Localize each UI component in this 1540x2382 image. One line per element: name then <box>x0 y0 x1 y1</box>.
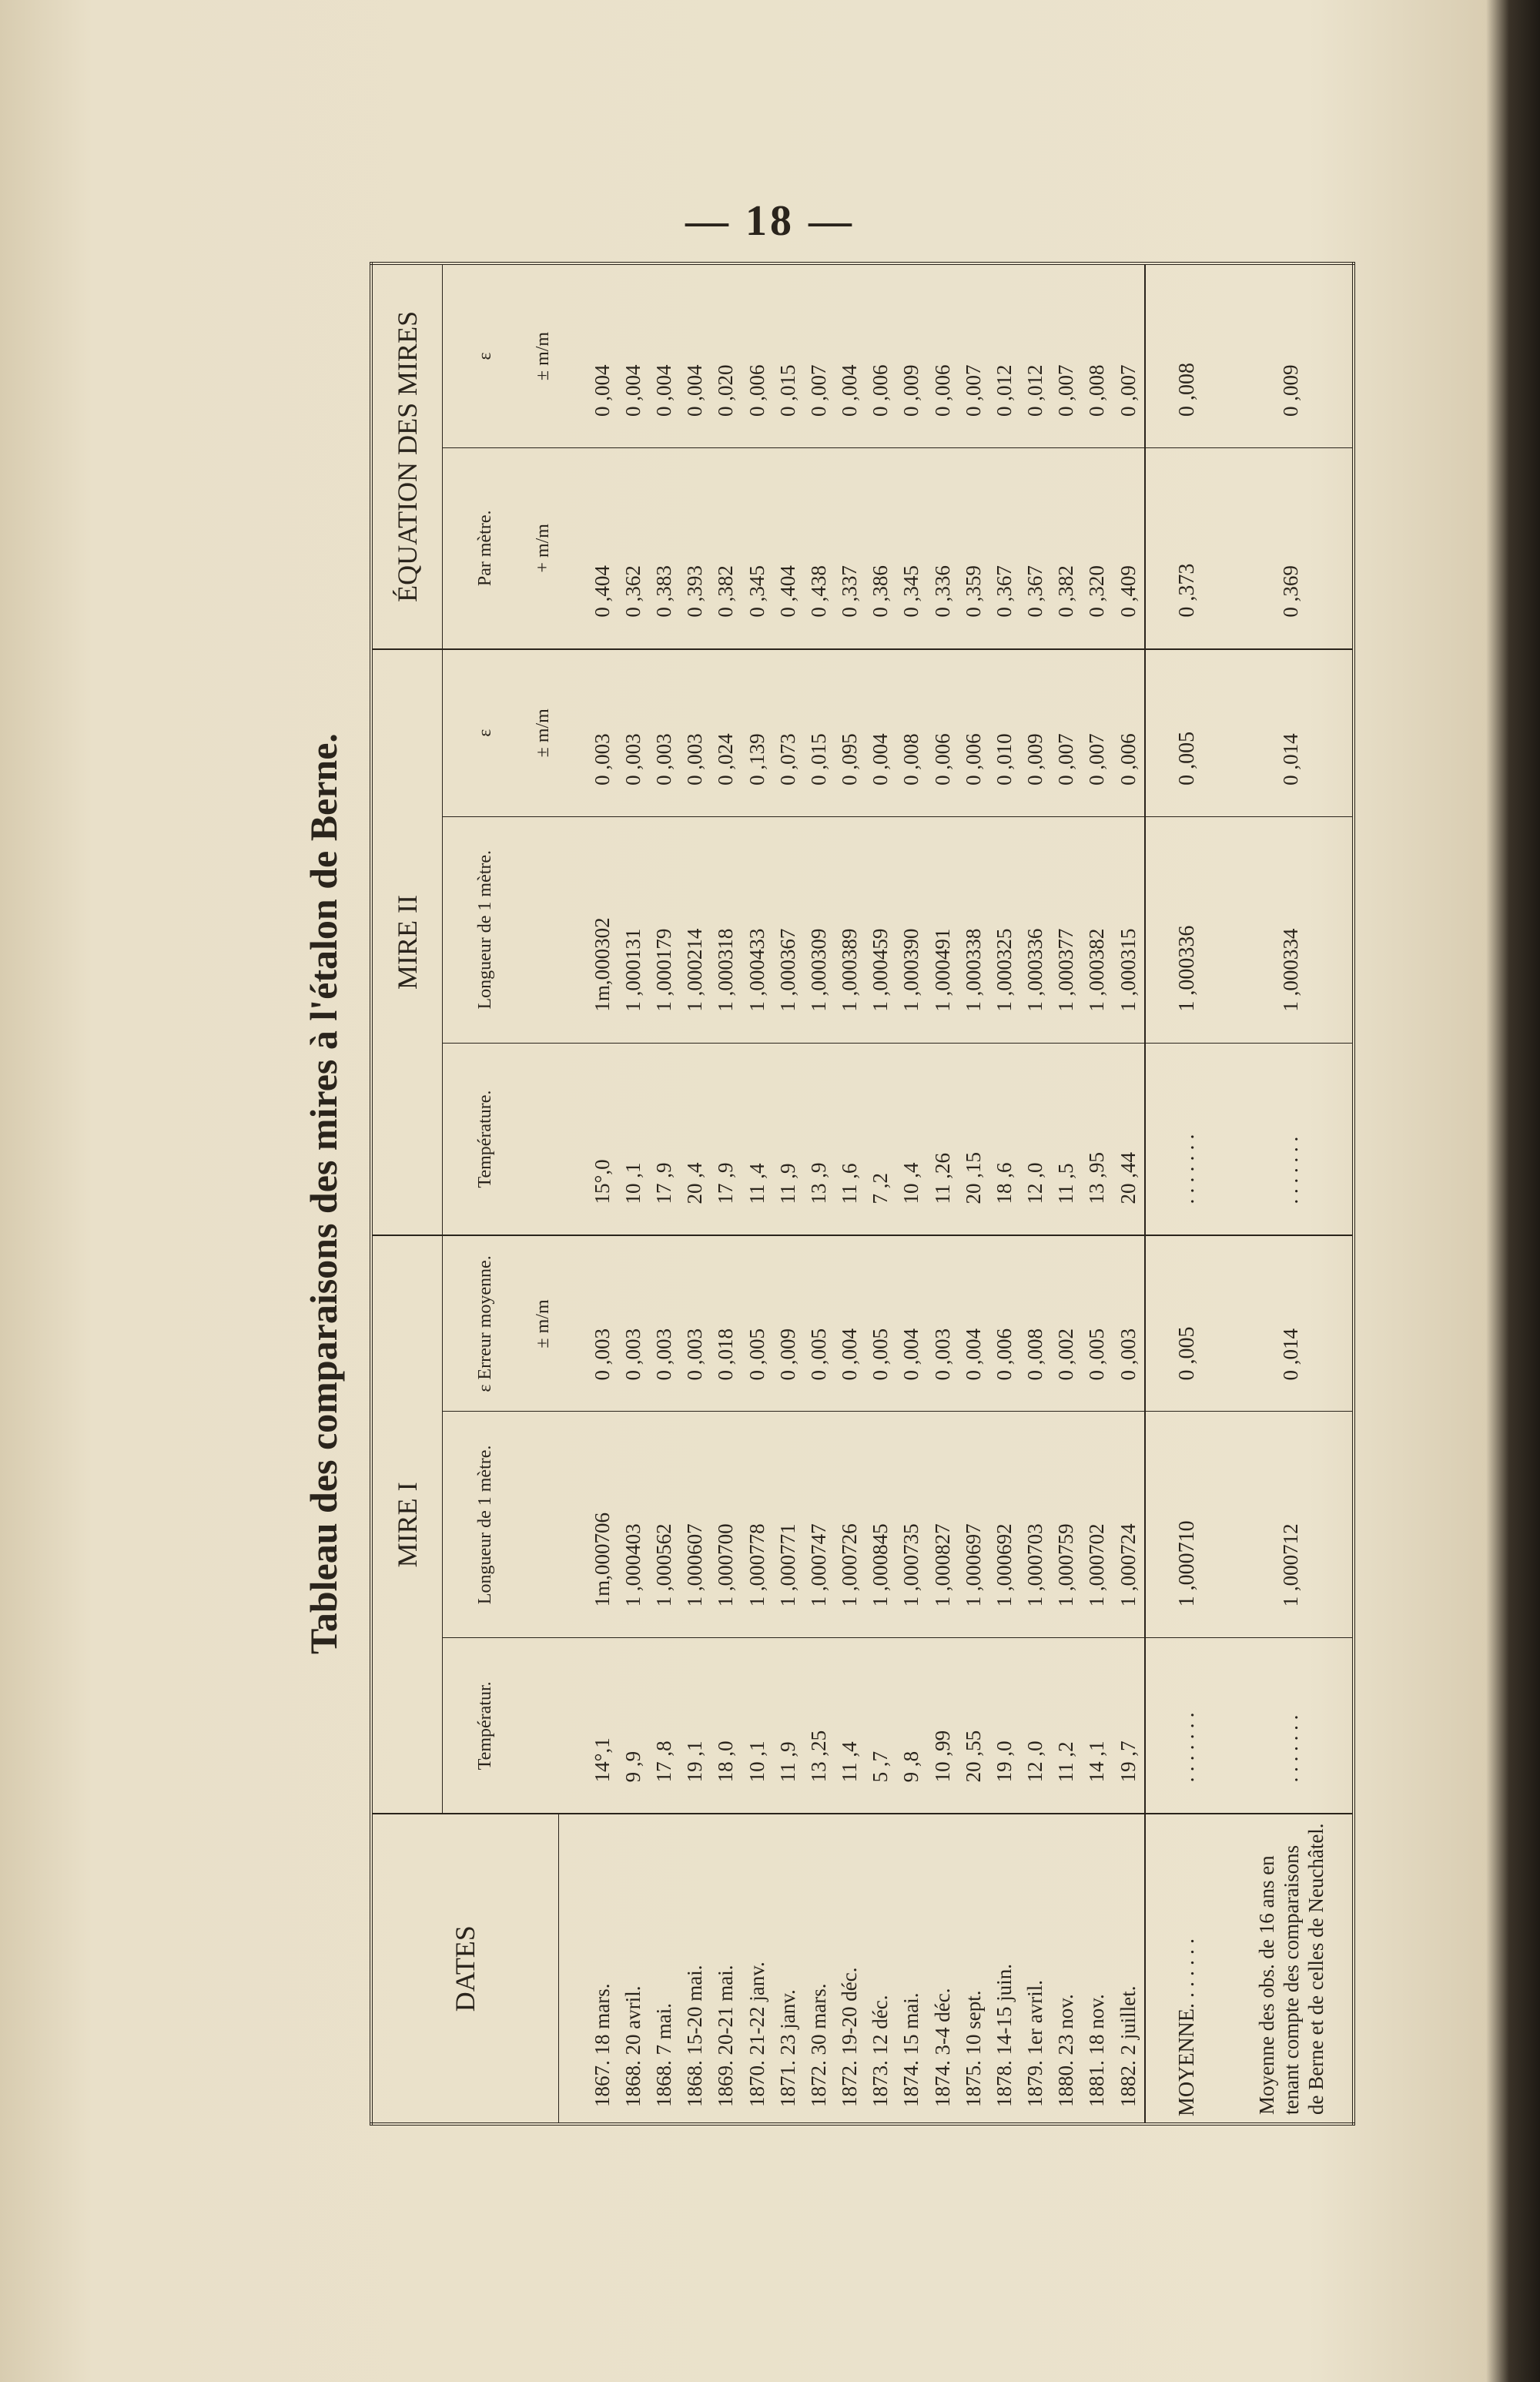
temperature-1-cell: 19 ,0 <box>989 1638 1019 1814</box>
average2-error-1: 0 ,014 <box>1230 1235 1354 1412</box>
unit-mm-3: m/m <box>532 524 553 558</box>
spacer-cell <box>558 1043 587 1235</box>
error-2-cell: 0 ,006 <box>927 649 958 817</box>
eq-error-cell: 0 ,004 <box>618 263 648 447</box>
eq-error-cell: 0 ,006 <box>742 263 772 447</box>
temperature-2-cell: 10 ,1 <box>618 1043 648 1235</box>
temperature-2-cell: 11 ,4 <box>742 1043 772 1235</box>
length-1-cell: 1 ,000697 <box>958 1412 989 1638</box>
length-1-cell: 1 ,000403 <box>618 1412 648 1638</box>
error-1-cell: 0 ,006 <box>989 1235 1019 1412</box>
table-row <box>1051 263 1082 2124</box>
temperature-1-cell: 11 ,4 <box>835 1638 865 1814</box>
length-2-cell: 1 ,000389 <box>835 816 865 1043</box>
table-title: Tableau des comparaisons des mires à l'étalon de Berne. <box>302 733 345 1654</box>
error-2-cell: 0 ,003 <box>648 649 679 817</box>
per-meter-cell: 0 ,404 <box>587 447 618 648</box>
date-cell: 1869. 20-21 mai. <box>714 1965 738 2107</box>
temperature-1-cell: 20 ,55 <box>958 1638 989 1814</box>
length-2-cell: 1 ,000433 <box>742 816 772 1043</box>
eq-error-cell: 0 ,007 <box>1051 263 1082 447</box>
temperature-2-cell: 13 ,9 <box>803 1043 834 1235</box>
spacer-cell <box>558 1638 587 1814</box>
average2-dots: . . . . . . . <box>1230 1638 1354 1814</box>
length-1-cell: 1 ,000759 <box>1051 1412 1082 1638</box>
header-epsilon-eq: ε <box>443 263 528 447</box>
date-cell: 1881. 18 nov. <box>1085 1994 1109 2107</box>
date-cell: 1882. 2 juillet. <box>1116 1985 1140 2107</box>
temperature-1-cell: 11 ,2 <box>1051 1638 1082 1814</box>
eq-error-cell: 0 ,007 <box>958 263 989 447</box>
table-wrapper <box>370 262 1355 2126</box>
per-meter-cell: 0 ,345 <box>896 447 927 648</box>
eq-error-cell: 0 ,004 <box>648 263 679 447</box>
temperature-1-cell: 17 ,8 <box>648 1638 679 1814</box>
error-1-cell: 0 ,004 <box>835 1235 865 1412</box>
length-1-cell: 1 ,000607 <box>680 1412 711 1638</box>
per-meter-cell: 0 ,383 <box>648 447 679 648</box>
per-meter-cell: 0 ,367 <box>989 447 1019 648</box>
length-1-cell: 1 ,000562 <box>648 1412 679 1638</box>
spacer-cell <box>558 1412 587 1638</box>
temperature-2-cell: 20 ,4 <box>680 1043 711 1235</box>
rotated-table-frame <box>293 262 1355 2126</box>
table-body <box>558 263 1145 2124</box>
header-equation: ÉQUATION DES MIRES <box>371 263 443 649</box>
temperature-1-cell: 5 ,7 <box>865 1638 896 1814</box>
length-1-cell: 1 ,000700 <box>711 1412 742 1638</box>
date-cell: 1872. 19-20 déc. <box>838 1967 862 2107</box>
length-2-cell: 1 ,000315 <box>1113 816 1144 1043</box>
length-2-cell: 1 ,000214 <box>680 816 711 1043</box>
temperature-1-cell: 11 ,9 <box>772 1638 803 1814</box>
table-row <box>927 263 958 2124</box>
length-2-cell: 1 ,000390 <box>896 816 927 1043</box>
average2-error-2: 0 ,014 <box>1230 649 1354 817</box>
eq-error-cell: 0 ,009 <box>896 263 927 447</box>
error-1-cell: 0 ,003 <box>618 1235 648 1412</box>
unit-pm-1 <box>527 1235 558 1412</box>
header-temperature-2: Température. <box>443 1043 528 1235</box>
length-1-cell: 1 ,000771 <box>772 1412 803 1638</box>
per-meter-cell: 0 ,367 <box>1020 447 1051 648</box>
average-length-2: 1 ,000336 <box>1145 816 1230 1043</box>
per-meter-cell: 0 ,409 <box>1113 447 1144 648</box>
table-row <box>587 263 618 2124</box>
temperature-2-cell: 7 ,2 <box>865 1043 896 1235</box>
error-1-cell: 0 ,005 <box>865 1235 896 1412</box>
error-2-cell: 0 ,007 <box>1051 649 1082 817</box>
per-meter-cell: 0 ,386 <box>865 447 896 648</box>
table-row <box>772 263 803 2124</box>
error-2-cell: 0 ,003 <box>587 649 618 817</box>
unit-pm-2 <box>527 649 558 817</box>
per-meter-cell: 0 ,336 <box>927 447 958 648</box>
table-row <box>865 263 896 2124</box>
temperature-2-cell: 13 ,95 <box>1082 1043 1113 1235</box>
error-2-cell: 0 ,010 <box>989 649 1019 817</box>
length-2-cell: 1 ,000179 <box>648 816 679 1043</box>
temperature-1-cell: 12 ,0 <box>1020 1638 1051 1814</box>
header-error-1: ε Erreur moyenne. <box>443 1235 528 1412</box>
error-1-cell: 0 ,003 <box>648 1235 679 1412</box>
length-1-cell: 1 ,000726 <box>835 1412 865 1638</box>
eq-error-cell: 0 ,015 <box>772 263 803 447</box>
temperature-2-cell: 10 ,4 <box>896 1043 927 1235</box>
per-meter-cell: 0 ,404 <box>772 447 803 648</box>
date-cell: 1868. 15-20 mai. <box>683 1965 707 2107</box>
per-meter-cell: 0 ,359 <box>958 447 989 648</box>
length-1-cell: 1m,000706 <box>587 1412 618 1638</box>
length-2-cell: 1 ,000491 <box>927 816 958 1043</box>
header-per-meter: Par mètre. <box>443 447 528 648</box>
date-cell: 1870. 21-22 janv. <box>745 1962 768 2107</box>
average2-per-meter: 0 ,369 <box>1230 447 1354 648</box>
comparison-table <box>370 262 1355 2126</box>
temperature-1-cell: 14°,1 <box>587 1638 618 1814</box>
temperature-2-cell: 11 ,26 <box>927 1043 958 1235</box>
date-cell: 1878. 14-15 juin. <box>992 1964 1016 2107</box>
temperature-1-cell: 19 ,7 <box>1113 1638 1144 1814</box>
error-1-cell: 0 ,005 <box>803 1235 834 1412</box>
per-meter-cell: 0 ,320 <box>1082 447 1113 648</box>
eq-error-cell: 0 ,004 <box>835 263 865 447</box>
length-1-cell: 1 ,000845 <box>865 1412 896 1638</box>
date-cell: 1868. 20 avril. <box>621 1985 644 2107</box>
spacer-cell <box>558 649 587 817</box>
temperature-1-cell: 13 ,25 <box>803 1638 834 1814</box>
error-2-cell: 0 ,003 <box>618 649 648 817</box>
table-row <box>648 263 679 2124</box>
average-label: MOYENNE. . . . . . . <box>1145 1814 1230 2124</box>
unit-blank-3 <box>527 1043 558 1235</box>
unit-mm-4: m/m <box>532 331 553 366</box>
temperature-1-cell: 14 ,1 <box>1082 1638 1113 1814</box>
length-1-cell: 1 ,000692 <box>989 1412 1019 1638</box>
spacer-cell <box>558 1235 587 1412</box>
temperature-1-cell: 10 ,1 <box>742 1638 772 1814</box>
table-row <box>711 263 742 2124</box>
temperature-1-cell: 19 ,1 <box>680 1638 711 1814</box>
length-2-cell: 1 ,000382 <box>1082 816 1113 1043</box>
length-1-cell: 1 ,000778 <box>742 1412 772 1638</box>
error-2-cell: 0 ,006 <box>1113 649 1144 817</box>
temperature-2-cell: 11 ,6 <box>835 1043 865 1235</box>
average2-length-2: 1 ,000334 <box>1230 816 1354 1043</box>
error-2-cell: 0 ,073 <box>772 649 803 817</box>
length-1-cell: 1 ,000702 <box>1082 1412 1113 1638</box>
unit-plus <box>527 447 558 648</box>
table-row <box>1020 263 1051 2124</box>
temperature-1-cell: 9 ,8 <box>896 1638 927 1814</box>
date-cell: 1879. 1er avril. <box>1023 1980 1047 2107</box>
header-temperature-1: Températur. <box>443 1638 528 1814</box>
error-1-cell: 0 ,003 <box>1113 1235 1144 1412</box>
per-meter-cell: 0 ,337 <box>835 447 865 648</box>
error-1-cell: 0 ,009 <box>772 1235 803 1412</box>
table-row <box>1082 263 1113 2124</box>
spacer-cell <box>558 1814 587 2124</box>
temperature-1-cell: 10 ,99 <box>927 1638 958 1814</box>
temperature-1-cell: 9 ,9 <box>618 1638 648 1814</box>
error-1-cell: 0 ,003 <box>680 1235 711 1412</box>
length-1-cell: 1 ,000724 <box>1113 1412 1144 1638</box>
eq-error-cell: 0 ,012 <box>989 263 1019 447</box>
error-1-cell: 0 ,005 <box>1082 1235 1113 1412</box>
table-row <box>1113 263 1144 2124</box>
error-2-cell: 0 ,003 <box>680 649 711 817</box>
header-epsilon-2: ε <box>443 649 528 817</box>
per-meter-cell: 0 ,393 <box>680 447 711 648</box>
table-row <box>958 263 989 2124</box>
length-2-cell: 1 ,000377 <box>1051 816 1082 1043</box>
unit-blank-4 <box>527 816 558 1043</box>
average2-eq-error: 0 ,009 <box>1230 263 1354 447</box>
eq-error-cell: 0 ,007 <box>803 263 834 447</box>
error-2-cell: 0 ,009 <box>1020 649 1051 817</box>
unit-mm-2: m/m <box>532 709 553 743</box>
temperature-2-cell: 17 ,9 <box>648 1043 679 1235</box>
average2-dots-2: . . . . . . . <box>1230 1043 1354 1235</box>
error-2-cell: 0 ,024 <box>711 649 742 817</box>
error-1-cell: 0 ,004 <box>896 1235 927 1412</box>
error-2-cell: 0 ,008 <box>896 649 927 817</box>
error-1-cell: 0 ,005 <box>742 1235 772 1412</box>
length-2-cell: 1 ,000309 <box>803 816 834 1043</box>
table-row <box>989 263 1019 2124</box>
eq-error-cell: 0 ,007 <box>1113 263 1144 447</box>
date-cell: 1867. 18 mars. <box>590 1983 614 2107</box>
per-meter-cell: 0 ,382 <box>711 447 742 648</box>
spacer-cell <box>558 263 587 447</box>
error-1-cell: 0 ,008 <box>1020 1235 1051 1412</box>
date-cell: 1873. 12 déc. <box>869 1995 892 2107</box>
error-2-cell: 0 ,015 <box>803 649 834 817</box>
length-1-cell: 1 ,000735 <box>896 1412 927 1638</box>
unit-pm-3 <box>527 263 558 447</box>
table-row <box>835 263 865 2124</box>
average-body <box>1145 263 1354 2124</box>
table-row <box>896 263 927 2124</box>
per-meter-cell: 0 ,382 <box>1051 447 1082 648</box>
eq-error-cell: 0 ,008 <box>1082 263 1113 447</box>
eq-error-cell: 0 ,004 <box>680 263 711 447</box>
error-1-cell: 0 ,018 <box>711 1235 742 1412</box>
per-meter-cell: 0 ,345 <box>742 447 772 648</box>
error-2-cell: 0 ,006 <box>958 649 989 817</box>
length-2-cell: 1m,000302 <box>587 816 618 1043</box>
length-2-cell: 1 ,000318 <box>711 816 742 1043</box>
average2-label: Moyenne des obs. de 16 ans en tenant compte des comparaisons de Berne et de celles de Neuchâtel. <box>1254 1823 1327 2115</box>
length-2-cell: 1 ,000131 <box>618 816 648 1043</box>
average-length-1: 1 ,000710 <box>1145 1412 1230 1638</box>
pm-sign-1: ± <box>532 1338 553 1348</box>
length-1-cell: 1 ,000747 <box>803 1412 834 1638</box>
pm-sign-2: ± <box>532 747 553 758</box>
spacer-row <box>558 263 587 2124</box>
date-cell: 1874. 15 mai. <box>899 1992 923 2107</box>
temperature-2-cell: 20 ,15 <box>958 1043 989 1235</box>
temperature-2-cell: 11 ,9 <box>772 1043 803 1235</box>
average-dots: . . . . . . . <box>1145 1638 1230 1814</box>
date-cell: 1875. 10 sept. <box>961 1990 985 2107</box>
average-eq-error: 0 ,008 <box>1145 263 1230 447</box>
eq-error-cell: 0 ,004 <box>587 263 618 447</box>
header-mire2: MIRE II <box>371 649 443 1236</box>
table-row <box>680 263 711 2124</box>
eq-error-cell: 0 ,012 <box>1020 263 1051 447</box>
per-meter-cell: 0 ,438 <box>803 447 834 648</box>
average2-length-1: 1 ,000712 <box>1230 1412 1354 1638</box>
header-dates: DATES <box>371 1814 558 2124</box>
length-2-cell: 1 ,000336 <box>1020 816 1051 1043</box>
error-2-cell: 0 ,139 <box>742 649 772 817</box>
error-1-cell: 0 ,002 <box>1051 1235 1082 1412</box>
error-1-cell: 0 ,003 <box>587 1235 618 1412</box>
temperature-2-cell: 12 ,0 <box>1020 1043 1051 1235</box>
length-2-cell: 1 ,000325 <box>989 816 1019 1043</box>
header-length-1: Longueur de 1 mètre. <box>443 1412 528 1638</box>
average-dots-2: . . . . . . . <box>1145 1043 1230 1235</box>
length-2-cell: 1 ,000338 <box>958 816 989 1043</box>
unit-blank-2 <box>527 1412 558 1638</box>
error-2-cell: 0 ,095 <box>835 649 865 817</box>
date-cell: 1880. 23 nov. <box>1054 1994 1078 2107</box>
temperature-2-cell: 20 ,44 <box>1113 1043 1144 1235</box>
average-error-1: 0 ,005 <box>1145 1235 1230 1412</box>
temperature-2-cell: 11 ,5 <box>1051 1043 1082 1235</box>
date-cell: 1874. 3-4 déc. <box>930 1988 954 2107</box>
date-cell: 1872. 30 mars. <box>806 1983 830 2107</box>
header-mire1: MIRE I <box>371 1235 443 1814</box>
length-1-cell: 1 ,000827 <box>927 1412 958 1638</box>
page-number: — 18 — <box>685 197 855 245</box>
header-length-2: Longueur de 1 mètre. <box>443 816 528 1043</box>
table-row <box>742 263 772 2124</box>
table-row <box>803 263 834 2124</box>
eq-error-cell: 0 ,020 <box>711 263 742 447</box>
error-2-cell: 0 ,007 <box>1082 649 1113 817</box>
per-meter-cell: 0 ,362 <box>618 447 648 648</box>
eq-error-cell: 0 ,006 <box>927 263 958 447</box>
length-2-cell: 1 ,000367 <box>772 816 803 1043</box>
unit-blank-1 <box>527 1638 558 1814</box>
length-1-cell: 1 ,000703 <box>1020 1412 1051 1638</box>
average2-row <box>1230 263 1354 2124</box>
error-1-cell: 0 ,003 <box>927 1235 958 1412</box>
date-cell: 1868. 7 mai. <box>652 2003 676 2107</box>
spacer-cell <box>558 816 587 1043</box>
average-row <box>1145 263 1230 2124</box>
pm-sign-3: ± <box>532 370 553 381</box>
unit-mm-1: m/m <box>532 1299 553 1334</box>
average-error-2: 0 ,005 <box>1145 649 1230 817</box>
table-row <box>618 263 648 2124</box>
error-2-cell: 0 ,004 <box>865 649 896 817</box>
plus-sign: + <box>532 562 553 573</box>
length-2-cell: 1 ,000459 <box>865 816 896 1043</box>
error-1-cell: 0 ,004 <box>958 1235 989 1412</box>
spacer-cell <box>558 447 587 648</box>
eq-error-cell: 0 ,006 <box>865 263 896 447</box>
date-cell: 1871. 23 janv. <box>775 1989 799 2107</box>
temperature-2-cell: 17 ,9 <box>711 1043 742 1235</box>
temperature-2-cell: 15°,0 <box>587 1043 618 1235</box>
temperature-2-cell: 18 ,6 <box>989 1043 1019 1235</box>
average-per-meter: 0 ,373 <box>1145 447 1230 648</box>
temperature-1-cell: 18 ,0 <box>711 1638 742 1814</box>
